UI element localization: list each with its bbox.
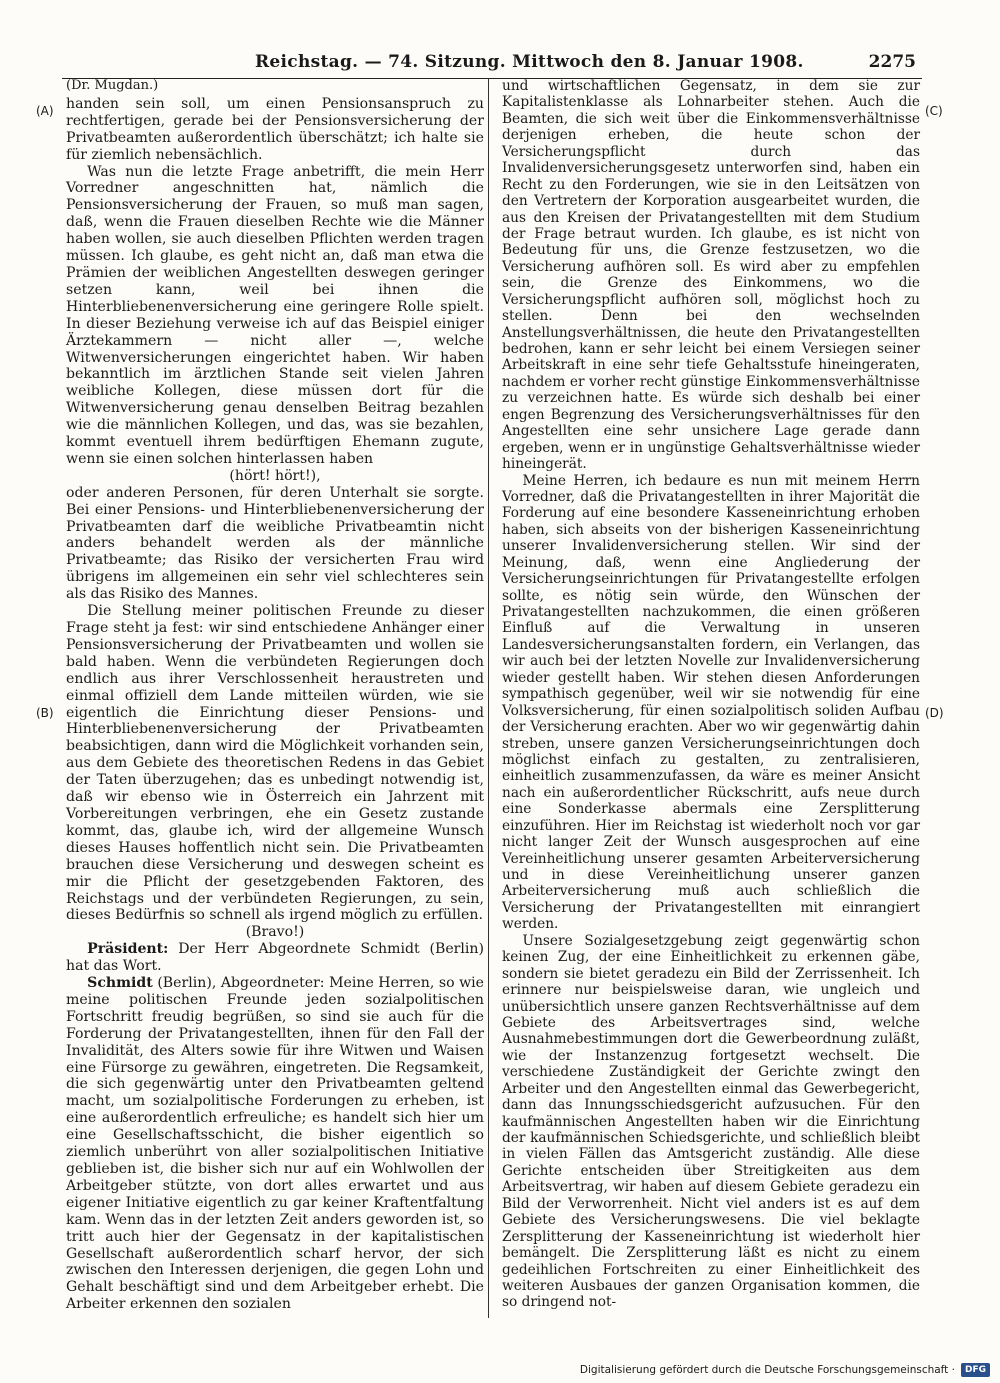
paragraph: Meine Herren, ich bedaure es nun mit meinem Herrn Vorredner, daß die Privatangestellten in ihrer Majorität die Forderung auf eine besondere Kasseneinrichtung erhoben haben, sich abseits von der bisherigen Kasseneinrichtung unserer Invalidenversicherung stellen. Wir sind der Meinung, daß, wenn eine Angliederung der Versicherungseinrichtungen für Privatangestellte erfolgen sollte, es nötig sein würde, den Wünschen der Privatangestellten nachzukommen, die einen größeren Einfluß auf die Verwaltung in unseren Landesversicherungsanstalten fordern, ein Verlangen, das wir auch bei der letzten Novelle zur Invalidenversicherung wieder gestellt haben. Wir stehen diesen Anforderungen sympathisch gegenüber, weil wir sie notwendig für eine Volksversicherung, für einen sozialpolitisch soliden Aufbau der Versicherung erachten. Aber wo wir gegenwärtig dahin streben, unsere ganzen Versicherungseinrichtungen doch möglichst einfach zu gestalten, zu zentralisieren, einheitlich zusammenzufassen, da wäre es meiner Ansicht nach ein außerordentlicher Rückschritt, aufs neue durch eine Sonderkasse abermals eine Zersplitterung einzuführen. Hier im Reichstag ist wiederholt noch vor gar nicht langer Zeit der Wunsch ausgesprochen auf eine Vereinheitlichung unserer gesamten Arbeiterversicherung und in diese Vereinheitlichung unserer ganzen Arbeiterversicherung muß auch schließlich die Versicherung der Privatangestellten mit einrangiert werden. [502, 472, 920, 933]
paragraph: und wirtschaftlichen Gegensatz, in dem sie zur Kapitalistenklasse als Lohnarbeiter stehen. Auch die Beamten, die sich weit über die Einkommensverhältnisse derjenigen erheben, die heute schon der Versicherungspflicht durch das Invalidenversicherungsgesetz unterworfen sind, haben ein Recht zu den Forderungen, wie sie in den Leitsätzen von den Vertretern der Korporation ausgearbeitet wurden, die aus den Kreisen der Privatangestellten mit dem Studium der Frage betraut wurden. Ich glaube, es ist nicht von Bedeutung für uns, die Grenze festzusetzen, wo die Versicherung aufhören soll. Es wird aber zu empfehlen sein, die Grenze des Einkommens, wo die Versicherungspflicht aufhören soll, möglichst hoch zu stellen. Denn bei den wechselnden Anstellungsverhältnissen, die heute den Privatangestellten bedrohen, kann er sehr leicht bei einem Versiegen seiner Arbeitskraft in eine sehr tiefe Gehaltsstufe hineingeraten, nachdem er vorher recht günstige Einkommensverhältnisse zu verzeichnen hatte. Es würde sich deshalb bei einer engen Begrenzung des Versicherungsverhältnisses für den Angestellten eine sehr unsichere Lage gerade dann ergeben, wenn er in ungünstige Gehaltsverhältnisse wieder hineingerät. [502, 78, 920, 473]
margin-marker-a: (A) [36, 104, 54, 118]
schmidt-paragraph [66, 975, 484, 1313]
right-column [502, 78, 920, 1311]
interjection: (hört! hört!), [229, 467, 321, 484]
paragraph: Unsere Sozialgesetzgebung zeigt gegenwärtig schon keinen Zug, der eine Einheitlichkeit zu erkennen gäbe, sondern sie bietet geradezu ein Bild der Zerrissenheit. Ich erinnere nur beispielsweise daran, wie ungleich und unübersichtlich unsere ganzen Rechtsverhältnisse auf dem Gebiete des Arbeitsvertrages sind, welche Ausnahmebestimmungen dort die Gewerbeordnung zuläßt, wie der Instanzenzug fortgesetzt wechselt. Die verschiedene Zuständigkeit der Gerichte zwingt den Arbeiter und den Angestellten einmal das Gewerbegericht, dann das Innungsschiedsgericht aufzusuchen. Für den kaufmännischen Angestellten haben wir die Einrichtung der kaufmännischen Schiedsgerichte, und schließlich bleibt in vielen Fällen das Amtsgericht zuständig. Alle diese Gerichte entscheiden über Streitigkeiten aus dem Arbeitsvertrag, wir haben auf diesem Gebiete geradezu ein Bild der Verworrenheit. Nicht viel anders ist es auf dem Gebiete des Versicherungswesens. Die viel beklagte Zersplitterung der Kasseneinrichtung ist wiederholt hier bemängelt. Die Zersplitterung läßt es nicht zu einem gedeihlichen Fortschreiten zu einer Einheitlichkeit des weiteren Ausbaues der ganzen Organisation kommen, die so dringend not- [502, 932, 920, 1311]
margin-marker-c: (C) [925, 104, 943, 118]
paragraph: Die Stellung meiner politischen Freunde zu dieser Frage steht ja fest: wir sind entschiedene Anhänger einer Pensionsversicherung der Privatbeamten und wollen sie bald haben. Wenn die verbündeten Regierungen doch endlich aus ihrer Verschlossenheit heraustreten und einmal offiziell dem Lande mitteilen würden, wie sie eigentlich die Einrichtung dieser Pensions- und Hinterbliebenenversicherung der Privatbeamten beabsichtigen, dann wird die Möglichkeit vorhanden sein, aus dem Gebiete des theoretischen Redens in das Gebiet der Taten überzugehen; das es unbedingt notwendig ist, daß wir ebenso wie in Österreich ein Jahrzent mit Vorbereitungen verbringen, ehe ein Gesetz zustande kommt, das, glaube ich, wird der allgemeine Wunsch dieses Hauses hoffentlich nicht sein. Die Privatbeamten brauchen diese Versicherung und deswegen scheint es mir die Pflicht der gesetzgebenden Faktoren, des Reichstags und der verbündeten Regierungen, zu sein, dieses Bedürfnis so schnell als irgend möglich zu erfüllen. [66, 603, 484, 924]
footer-text: Digitalisierung gefördert durch die Deutsche Forschungsgemeinschaft · [579, 1364, 955, 1376]
page-number: 2275 [868, 52, 916, 72]
paragraph: Was nun die letzte Frage anbetrifft, die mein Herr Vorredner angeschnitten hat, nämlich die Pensionsversicherung der Frauen, so muß man sagen, daß, wenn die Frauen dieselben Rechte wie die Männer haben wollen, sie auch dieselben Pflichten werden tragen müssen. Ich glaube, es geht nicht an, daß man etwa die Prämien der weiblichen Angestellten deswegen geringer setzen kann, weil bei ihnen die Hinterbliebenenversicherung eine geringere Rolle spielt. In dieser Beziehung verweise ich auf das Beispiel einiger Ärztekammern — nicht aller —, welche Witwenversicherungen eingerichtet haben. Wir haben bekanntlich im ärztlichen Stande seit vielen Jahren weibliche Kollegen, diese müssen dort für die Witwenversicherung genau denselben Beitrag bezahlen wie die männlichen Kollegen, und das, was sie bezahlen, kommt eventuell ihrem bedürftigen Ehemann zugute, wenn sie einen solchen hinterlassen haben [66, 163, 484, 467]
president-text: Der Herr Abgeordnete Schmidt (Berlin) hat das Wort. [66, 941, 484, 975]
page-header [70, 52, 920, 76]
paragraph: oder anderen Personen, für deren Unterhalt sie sorgte. Bei einer Pensions- und Hinterbliebenenversicherung der Privatbeamten darf die weibliche Privatbeamtin nicht anders behandelt werden als der männliche Privatbeamte; das Risiko der versicherten Frau wird übrigens im allgemeinen ein sehr viel schlechteres sein als das Risiko des Mannes. [66, 484, 484, 603]
paragraph: handen sein soll, um einen Pensionsanspruch zu rechtfertigen, gerade bei der Pensionsversicherung der Privatbeamten außerordentlich überschätzt; ich halte sie für ziemlich nebensächlich. [66, 95, 484, 163]
interjection: (Bravo!) [245, 924, 305, 941]
margin-marker-b: (B) [36, 706, 54, 720]
schmidt-label: Schmidt [87, 975, 153, 992]
speaker-tag: (Dr. Mugdan.) [66, 78, 159, 93]
president-paragraph [66, 941, 484, 975]
president-label: Präsident: [87, 941, 169, 958]
column-divider [488, 78, 489, 1318]
dfg-logo-icon: DFG [961, 1363, 990, 1377]
footer [580, 1363, 990, 1377]
margin-marker-d: (D) [925, 706, 944, 720]
schmidt-text: (Berlin), Abgeordneter: Meine Herren, so wie meine politischen Freunde jeden sozialpolitischen Fortschritt freudig begrüßen, so sind sie auch für die Forderung der Privatangestellten, ihnen für den Fall der Invalidität, des Alters sowie für ihre Witwen und Waisen eine Fürsorge zu gewähren, eingetreten. Die Regsamkeit, die sich gegenwärtig unter den Privatbeamten geltend macht, um sozialpolitische Forderungen zu erheben, ist eine außerordentlich erfreuliche; es handelt sich hier um eine Gesellschaftsschicht, die bisher eigentlich so ziemlich unberührt von aller sozialpolitischen Initiative geblieben ist, die bisher sich nur auf ein Wohlwollen der Arbeitgeber stützte, von dort alles erwartet und aus eigener Initiative eigentlich zu gar keiner Kraftentfaltung kam. Wenn das in der letzten Zeit anders geworden ist, so tritt auch hier der Gegensatz in der kapitalistischen Gesellschaft außerordentlich scharf hervor, der sich zwischen den Interessen derjenigen, die gegen Lohn und Gehalt beschäftigt sind und dem Arbeitgeber erhebt. Die Arbeiter erkennen den sozialen [66, 975, 484, 1313]
left-column [66, 78, 484, 1313]
header-title: Reichstag. — 74. Sitzung. Mittwoch den 8. Januar 1908. [255, 52, 804, 72]
